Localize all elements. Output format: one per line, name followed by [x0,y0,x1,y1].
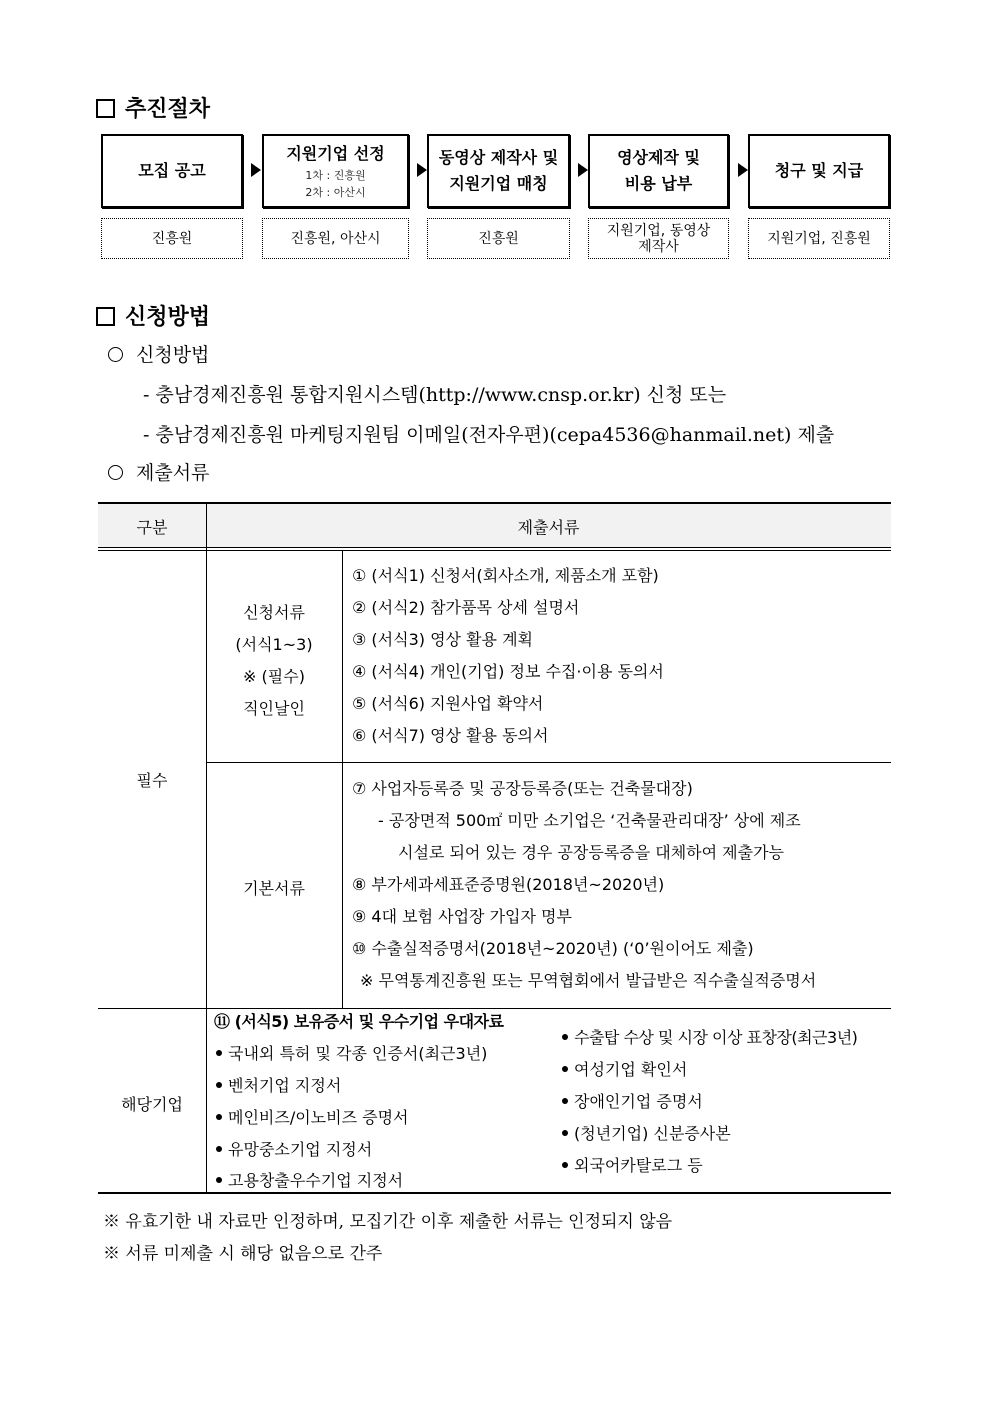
bullet-dot-icon [216,1114,222,1120]
procedure-actor-2: 진흥원, 아산시 [262,218,409,259]
documents-heading-text: 제출서류 [136,462,210,484]
category-required: 필수 [136,771,168,790]
table-bottom-border [98,1192,891,1194]
procedure-step-2 [262,134,409,208]
bullet-dot-icon [562,1098,568,1104]
step-label: 청구 및 지급 [774,161,864,180]
bullet-dot-icon [216,1177,222,1183]
method-heading-text: 신청방법 [136,344,210,366]
note-validity: ※ 유효기한 내 자료만 인정하며, 모집기간 이후 제출한 서류는 인정되지 않음 [103,1212,673,1232]
procedure-actor-5: 지원기업, 진흥원 [748,218,890,259]
section-title-procedure [96,92,210,123]
method-item-2: - 충남경제진흥원 마케팅지원팀 이메일(전자우편)(cepa4536@hanmail.net) 제출 [143,424,835,446]
circle-bullet-icon [108,465,123,480]
applicable-left-item-4 [216,1140,372,1160]
bullet-dot-icon [216,1082,222,1088]
bullet-dot-icon [216,1146,222,1152]
item-text: 메인비즈/이노비즈 증명서 [228,1108,409,1127]
procedure-actor-3: 진흥원 [427,218,570,259]
applicable-right-item-2 [562,1060,687,1080]
category-applicable: 해당기업 [121,1095,183,1114]
applicable-right-item-4 [562,1124,731,1144]
procedure-step-1 [101,134,243,208]
application-doc-item-1: ① (서식1) 신청서(회사소개, 제품소개 포함) [352,566,659,585]
arrow-right-icon [578,163,588,177]
bullet-dot-icon [562,1034,568,1040]
applicable-left-item-2 [216,1076,341,1096]
col-divider-2 [342,551,343,1009]
label-line: ※ (필수) [243,667,305,686]
applicable-title: ⑪ (서식5) 보유증서 및 우수기업 우대자료 [214,1012,504,1031]
item-text: 외국어카탈로그 등 [574,1156,703,1175]
label-line: 직인날인 [243,699,305,718]
procedure-actor-1: 진흥원 [101,218,243,259]
bullet-dot-icon [562,1162,568,1168]
application-doc-item-6: ⑥ (서식7) 영상 활용 동의서 [352,726,549,745]
procedure-step-4 [588,134,729,208]
step-label-line-2: 비용 납부 [624,174,693,193]
section-title-text: 추진절차 [125,96,211,122]
applicable-left-item-5 [216,1171,403,1191]
step-label-line-1: 영상제작 및 [617,148,700,167]
basic-doc-item-7: ⑦ 사업자등록증 및 공장등록증(또는 건축물대장) [352,779,693,798]
item-text: 장애인기업 증명서 [574,1092,703,1111]
applicable-right-item-3 [562,1092,703,1112]
arrow-right-icon [417,163,427,177]
basic-doc-item-9: ⑨ 4대 보험 사업장 가입자 명부 [352,907,572,926]
application-docs-label [206,597,342,725]
step-sub-2: 2차 : 아산시 [305,186,366,199]
step-label-line-2: 지원기업 매칭 [449,174,548,193]
basic-doc-item-8: ⑧ 부가세과세표준증명원(2018년~2020년) [352,875,665,894]
section-title-application [96,300,210,331]
documents-heading [108,458,209,485]
item-text: (청년기업) 신분증사본 [574,1124,731,1143]
actor-line-2: 제작사 [638,238,679,255]
basic-docs-label: 기본서류 [243,879,305,898]
row-divider-applicable [98,1008,891,1009]
table-top-border [98,502,891,504]
step-label-line-1: 동영상 제작사 및 [438,148,559,167]
procedure-step-3 [427,134,570,208]
item-text: 유망중소기업 지정서 [228,1140,373,1159]
step-label: 지원기업 선정 [286,144,385,163]
header-double-line-top [98,547,891,548]
application-doc-item-3: ③ (서식3) 영상 활용 계획 [352,630,533,649]
procedure-step-5 [748,134,890,208]
application-doc-item-2: ② (서식2) 참가품목 상세 설명서 [352,598,580,617]
basic-doc-note: ※ 무역통계진흥원 또는 무역협회에서 발급받은 직수출실적증명서 [360,971,817,990]
item-text: 여성기업 확인서 [574,1060,688,1079]
procedure-actor-4 [588,218,729,259]
circle-bullet-icon [108,347,123,362]
row-divider-required [206,762,891,763]
bullet-dot-icon [562,1066,568,1072]
actor-line-1: 지원기업, 동영상 [606,222,711,239]
checkbox-square-icon [96,307,115,326]
basic-doc-item-10: ⑩ 수출실적증명서(2018년~2020년) (‘0’원이어도 제출) [352,939,754,958]
label-line: (서식1~3) [235,635,313,654]
applicable-left-item-3 [216,1108,409,1128]
basic-doc-subitem: - 공장면적 500㎡ 미만 소기업은 ‘건축물관리대장’ 상에 제조 [378,811,801,830]
header-category: 구분 [136,518,168,537]
checkbox-square-icon [96,99,115,118]
method-item-1: - 충남경제진흥원 통합지원시스템(http://www.cnsp.or.kr) 신청 또는 [143,384,727,406]
item-text: 수출탑 수상 및 시장 이상 표창장(최근3년) [574,1028,858,1047]
application-doc-item-5: ⑤ (서식6) 지원사업 확약서 [352,694,544,713]
arrow-right-icon [251,163,261,177]
application-doc-item-4: ④ (서식4) 개인(기업) 정보 수집·이용 동의서 [352,662,664,681]
step-sub-1: 1차 : 진흥원 [305,169,366,182]
item-text: 벤처기업 지정서 [228,1076,342,1095]
item-text: 고용창출우수기업 지정서 [228,1171,404,1190]
applicable-right-item-5 [562,1156,703,1176]
applicable-right-item-1 [562,1028,857,1048]
bullet-dot-icon [216,1050,222,1056]
item-text: 국내외 특허 및 각종 인증서(최근3년) [228,1044,488,1063]
label-line: 신청서류 [243,603,305,622]
header-double-line-bottom [98,550,891,551]
note-missing-docs: ※ 서류 미제출 시 해당 없음으로 간주 [103,1244,383,1264]
method-heading [108,340,209,367]
bullet-dot-icon [562,1130,568,1136]
section-title-text: 신청방법 [125,304,211,330]
arrow-right-icon [738,163,748,177]
step-label: 모집 공고 [138,161,206,180]
header-documents: 제출서류 [517,518,580,537]
applicable-left-item-1 [216,1044,487,1064]
basic-doc-subitem-cont: 시설로 되어 있는 경우 공장등록증을 대체하여 제출가능 [398,843,785,862]
